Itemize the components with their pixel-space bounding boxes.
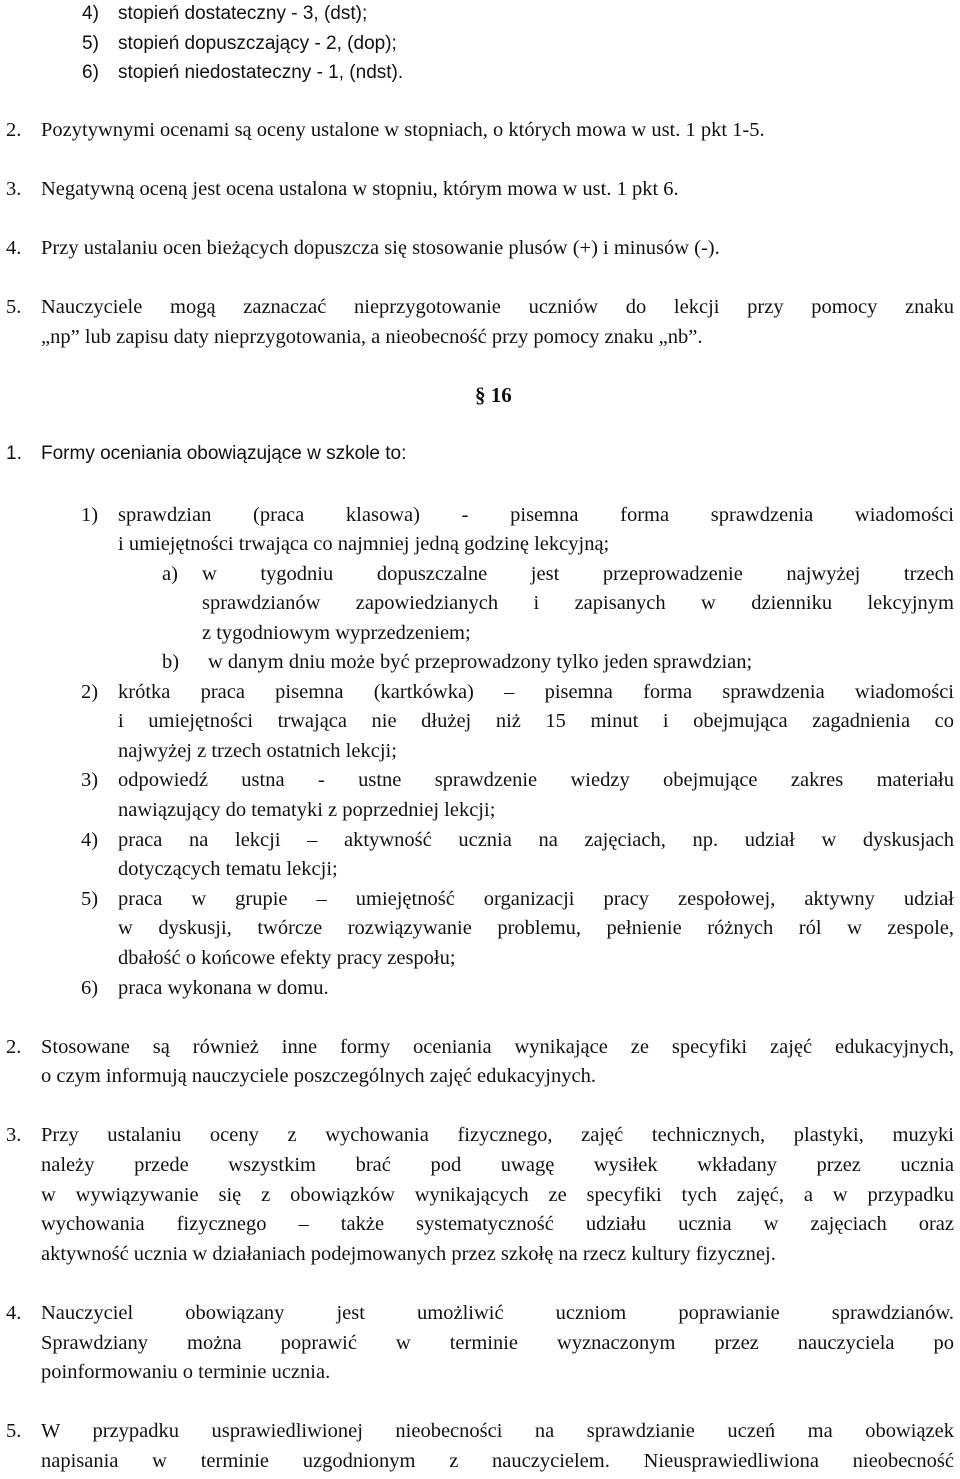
point-text: napisania w terminie uzgodnionym z nauczycielem. Nieusprawiedliwiona nieobecność xyxy=(41,1450,954,1472)
list-number: 3) xyxy=(81,769,99,791)
list-item-text: odpowiedź ustna - ustne sprawdzenie wiedzy obejmujące zakres materiału xyxy=(118,769,954,791)
list-item-text: w danym dniu może być przeprowadzony tylko jeden sprawdzian; xyxy=(208,651,753,673)
point-number: 3. xyxy=(6,1124,22,1146)
point-number: 2. xyxy=(6,1036,22,1058)
list-number: 6) xyxy=(82,62,99,83)
list-number: b) xyxy=(162,651,180,673)
list-item-text: stopień dostateczny - 3, (dst); xyxy=(118,3,368,24)
point-text: poinformowaniu o terminie ucznia. xyxy=(41,1361,331,1383)
point-number: 4. xyxy=(6,237,22,259)
list-item-text: w tygodniu dopuszczalne jest przeprowadzenie najwyżej trzech xyxy=(202,563,954,585)
list-item-text: nawiązujący do tematyki z poprzedniej lekcji; xyxy=(118,799,496,821)
point-text: Sprawdziany można poprawić w terminie wyznaczonym przez nauczyciela po xyxy=(41,1332,954,1354)
point-text: Formy oceniania obowiązujące w szkole to: xyxy=(41,443,407,464)
list-item-text: dbałość o końcowe efekty pracy zespołu; xyxy=(118,947,456,969)
point-text: należy przede wszystkim brać pod uwagę wysiłek wkładany przez ucznia xyxy=(41,1154,954,1176)
list-number: 6) xyxy=(81,977,99,999)
point-number: 5. xyxy=(6,1420,22,1442)
point-text: Przy ustalaniu ocen bieżących dopuszcza się stosowanie plusów (+) i minusów (-). xyxy=(41,237,720,259)
list-item-text: najwyżej z trzech ostatnich lekcji; xyxy=(118,740,397,762)
point-text: o czym informują nauczyciele poszczególnych zajęć edukacyjnych. xyxy=(41,1065,596,1087)
list-number: a) xyxy=(162,563,178,585)
point-text: Pozytywnymi ocenami są oceny ustalone w stopniach, o których mowa w ust. 1 pkt 1-5. xyxy=(41,119,765,141)
list-item-text: dotyczących tematu lekcji; xyxy=(118,858,338,880)
point-number: 5. xyxy=(6,296,22,318)
list-item-text: i umiejętności trwająca co najmniej jedną godzinę lekcyjną; xyxy=(118,533,610,555)
list-number: 4) xyxy=(81,829,99,851)
list-number: 5) xyxy=(81,888,99,910)
list-number: 4) xyxy=(82,3,99,24)
point-text: wychowania fizycznego – także systematyczność udziału ucznia w zajęciach oraz xyxy=(41,1213,954,1235)
list-item-text: stopień niedostateczny - 1, (ndst). xyxy=(118,62,404,83)
list-item-text: praca w grupie – umiejętność organizacji pracy zespołowej, aktywny udział xyxy=(118,888,954,910)
point-text: „np” lub zapisu daty nieprzygotowania, a nieobecność przy pomocy znaku „nb”. xyxy=(41,326,703,348)
point-number: 1. xyxy=(6,443,22,464)
point-text: Stosowane są również inne formy oceniania wynikające ze specyfiki zajęć edukacyjnych, xyxy=(41,1036,954,1058)
list-item-text: stopień dopuszczający - 2, (dop); xyxy=(118,33,397,54)
point-text: Nauczyciel obowiązany jest umożliwić uczniom poprawianie sprawdzianów. xyxy=(41,1302,954,1324)
point-number: 4. xyxy=(6,1302,22,1324)
list-item-text: z tygodniowym wyprzedzeniem; xyxy=(202,622,471,644)
list-item-text: praca na lekcji – aktywność ucznia na zajęciach, np. udział w dyskusjach xyxy=(118,829,954,851)
list-item-text: sprawdzian (praca klasowa) - pisemna forma sprawdzenia wiadomości xyxy=(118,504,954,526)
list-item-text: i umiejętności trwająca nie dłużej niż 15 minut i obejmująca zagadnienia co xyxy=(118,710,954,732)
point-text: w wywiązywanie się z obowiązków wynikających ze specyfiki tych zajęć, a w przypadku xyxy=(41,1184,954,1206)
list-number: 2) xyxy=(81,681,99,703)
point-text: aktywność ucznia w działaniach podejmowanych przez szkołę na rzecz kultury fizycznej. xyxy=(41,1243,776,1265)
list-item-text: krótka praca pisemna (kartkówka) – pisemna forma sprawdzenia wiadomości xyxy=(118,681,954,703)
list-item-text: sprawdzianów zapowiedzianych i zapisanych w dzienniku lekcyjnym xyxy=(202,592,954,614)
point-text: Przy ustalaniu oceny z wychowania fizycznego, zajęć technicznych, plastyki, muzyki xyxy=(41,1124,954,1146)
list-number: 5) xyxy=(82,33,99,54)
point-text: Negatywną oceną jest ocena ustalona w stopniu, którym mowa w ust. 1 pkt 6. xyxy=(41,178,679,200)
list-number: 1) xyxy=(81,504,99,526)
list-item-text: w dyskusji, twórcze rozwiązywanie problemu, pełnienie różnych ról w zespole, xyxy=(118,917,954,939)
list-item-text: praca wykonana w domu. xyxy=(118,977,329,999)
section-heading: § 16 xyxy=(475,383,512,407)
point-text: W przypadku usprawiedliwionej nieobecności na sprawdzianie uczeń ma obowiązek xyxy=(41,1420,954,1442)
point-number: 2. xyxy=(6,119,22,141)
point-number: 3. xyxy=(6,178,22,200)
point-text: Nauczyciele mogą zaznaczać nieprzygotowanie uczniów do lekcji przy pomocy znaku xyxy=(41,296,954,318)
